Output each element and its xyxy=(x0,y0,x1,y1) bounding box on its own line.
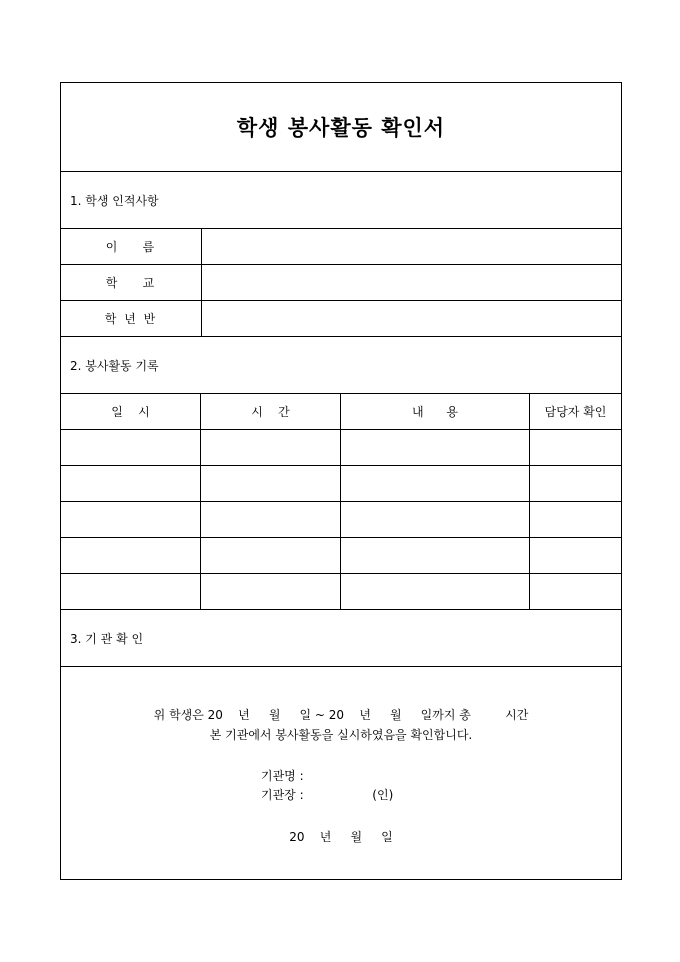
cell-supervisor[interactable] xyxy=(530,502,621,537)
cell-date[interactable] xyxy=(61,574,201,609)
grade-class-field[interactable] xyxy=(202,301,621,336)
col-content: 내 용 xyxy=(341,394,530,429)
cell-content[interactable] xyxy=(341,430,530,465)
org-head-label: 기관장 : (인) xyxy=(261,788,394,802)
cell-date[interactable] xyxy=(61,538,201,573)
school-field[interactable] xyxy=(202,265,621,300)
label-name: 이 름 xyxy=(61,229,202,264)
table-row xyxy=(61,466,621,502)
cell-hours[interactable] xyxy=(201,574,341,609)
cell-supervisor[interactable] xyxy=(530,574,621,609)
cell-hours[interactable] xyxy=(201,538,341,573)
cell-supervisor[interactable] xyxy=(530,430,621,465)
form-title: 학생 봉사활동 확인서 xyxy=(61,83,621,172)
col-supervisor: 담당자 확인 xyxy=(544,405,607,419)
info-row-name xyxy=(61,229,621,265)
record-header-row xyxy=(61,394,621,430)
statement-line-2: 본 기관에서 봉사활동을 실시하였음을 확인합니다. xyxy=(209,728,473,742)
cell-content[interactable] xyxy=(341,466,530,501)
table-row xyxy=(61,538,621,574)
col-hours: 시 간 xyxy=(201,394,341,429)
cell-hours[interactable] xyxy=(201,430,341,465)
institution-confirmation xyxy=(61,667,621,879)
cell-date[interactable] xyxy=(61,430,201,465)
info-row-class xyxy=(61,301,621,337)
section1-heading: 1. 학생 인적사항 xyxy=(61,172,621,229)
cell-content[interactable] xyxy=(341,574,530,609)
col-date: 일 시 xyxy=(61,394,201,429)
cell-hours[interactable] xyxy=(201,502,341,537)
label-grade-class: 학 년 반 xyxy=(61,301,202,336)
section2-heading: 2. 봉사활동 기록 xyxy=(61,337,621,394)
cell-supervisor[interactable] xyxy=(530,538,621,573)
table-row xyxy=(61,502,621,538)
table-row xyxy=(61,430,621,466)
table-row xyxy=(61,574,621,610)
info-row-school xyxy=(61,265,621,301)
label-school: 학 교 xyxy=(61,265,202,300)
section3-heading: 3. 기 관 확 인 xyxy=(61,610,621,667)
cell-supervisor[interactable] xyxy=(530,466,621,501)
cell-hours[interactable] xyxy=(201,466,341,501)
cell-date[interactable] xyxy=(61,502,201,537)
cell-date[interactable] xyxy=(61,466,201,501)
org-name-label: 기관명 : xyxy=(261,769,304,783)
issue-date: 20 년 월 일 xyxy=(289,830,393,844)
statement-line-1: 위 학생은 20 년 월 일 ~ 20 년 월 일까지 총 시간 xyxy=(153,708,529,722)
cell-content[interactable] xyxy=(341,538,530,573)
cell-content[interactable] xyxy=(341,502,530,537)
confirmation-form xyxy=(60,82,622,880)
name-field[interactable] xyxy=(202,229,621,264)
